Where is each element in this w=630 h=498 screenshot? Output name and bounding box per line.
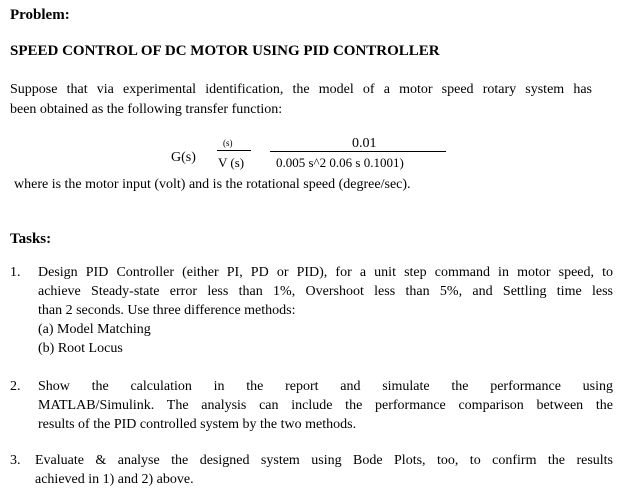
task-line: than 2 seconds. Use three difference methods: (38, 303, 296, 318)
small-fraction-bar (217, 150, 251, 151)
task-number: 3. (10, 453, 21, 468)
where-line: where is the motor input (volt) and is the rotational speed (degree/sec). (14, 177, 411, 192)
task-line: results of the PID controlled system by the two methods. (38, 417, 357, 432)
task-line: Show the calculation in the report and simulate the performance using (38, 379, 613, 394)
problem-label: Problem: (10, 7, 70, 23)
fraction-bar (270, 151, 446, 152)
task-line: Design PID Controller (either PI, PD or PID), for a unit step command in motor speed, to (38, 265, 613, 280)
task-line: (b) Root Locus (38, 341, 123, 356)
intro-line-2: been obtained as the following transfer function: (10, 102, 283, 117)
task-number: 2. (10, 379, 21, 394)
small-fraction-denominator: V (s) (218, 155, 245, 170)
task-line: achieved in 1) and 2) above. (35, 472, 194, 487)
task-line: (a) Model Matching (38, 322, 151, 337)
intro-line-1: Suppose that via experimental identification, the model of a motor speed rotary system has (10, 82, 592, 97)
task-line: MATLAB/Simulink. The analysis can include the performance comparison between the (38, 398, 613, 413)
fraction-denominator: 0.005 s^2 0.06 s 0.1001) (276, 155, 404, 170)
small-fraction-numerator: (s) (223, 138, 233, 148)
fraction-numerator: 0.01 (352, 136, 377, 151)
problem-title: SPEED CONTROL OF DC MOTOR USING PID CONTROLLER (10, 43, 440, 59)
task-line: achieve Steady-state error less than 1%, Overshoot less than 5%, and Settling time less (38, 284, 613, 299)
task-number: 1. (10, 265, 21, 280)
task-line: Evaluate & analyse the designed system using Bode Plots, too, to confirm the results (35, 453, 613, 468)
transfer-function-lhs: G(s) (171, 150, 196, 165)
tasks-label: Tasks: (10, 231, 52, 247)
